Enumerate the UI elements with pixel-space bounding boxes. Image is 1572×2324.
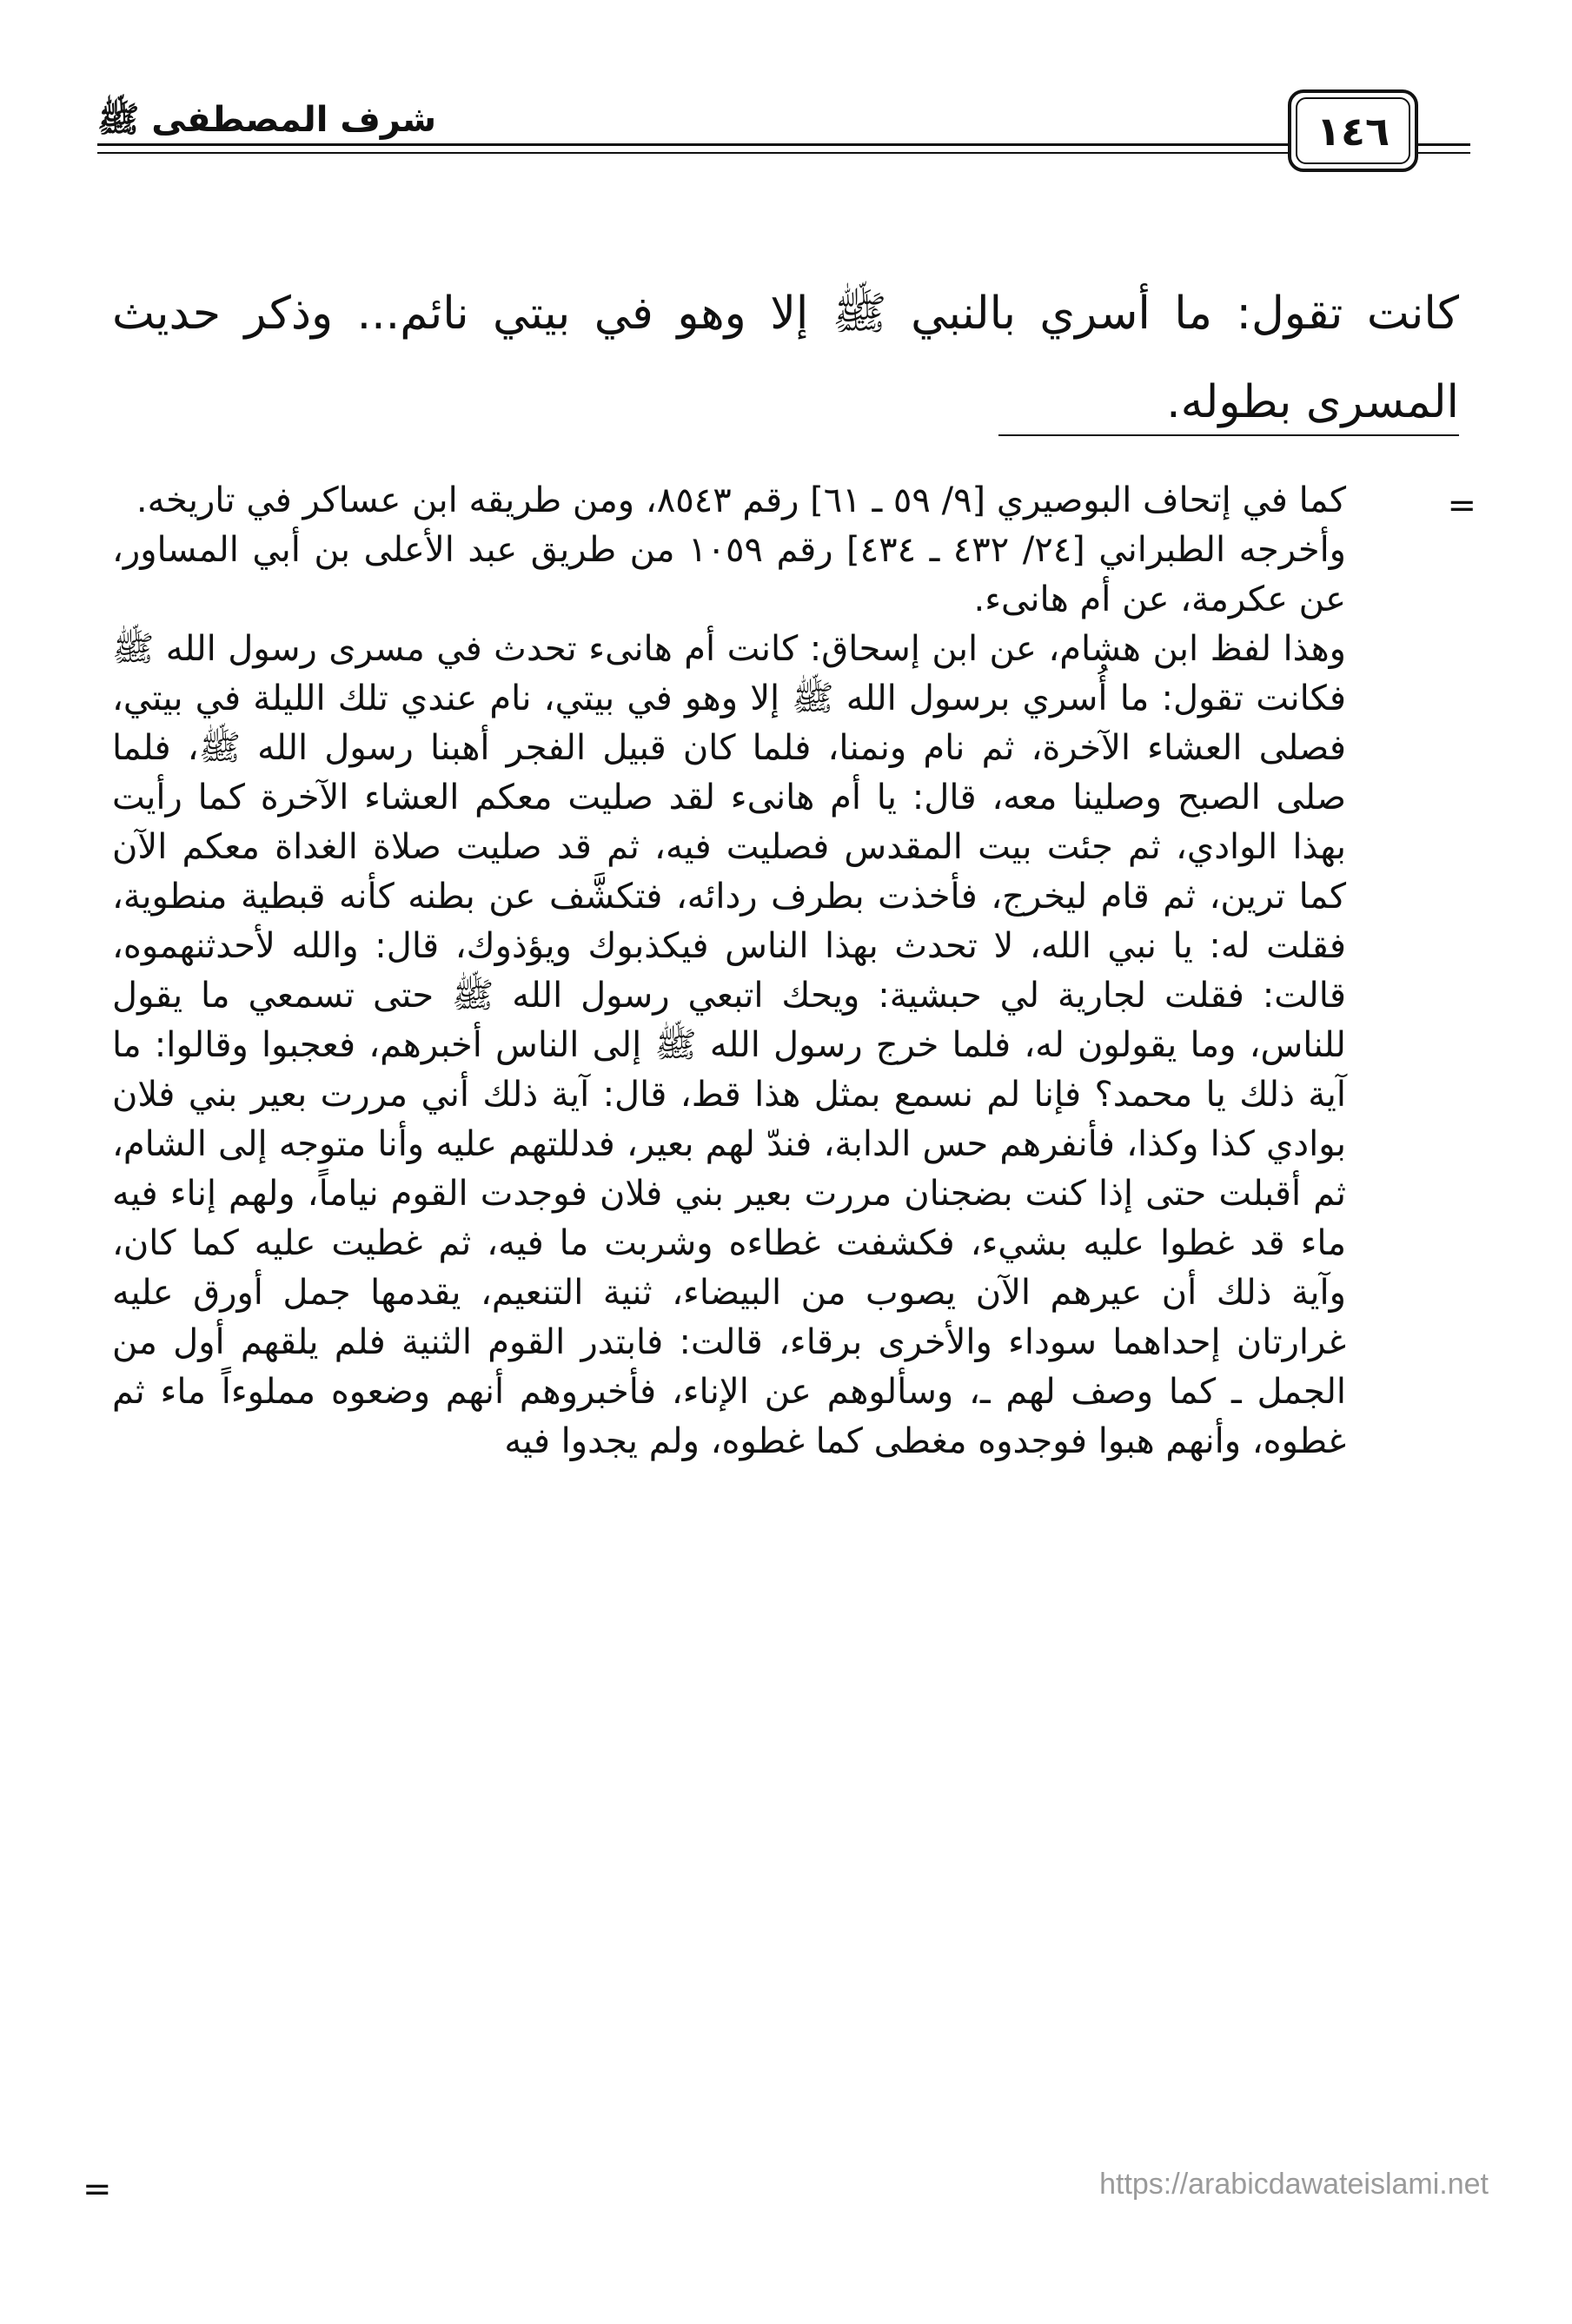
watermark-url: https://arabicdawateislami.net (1099, 2168, 1489, 2201)
page-number-frame (1288, 89, 1418, 172)
running-title: شرف المصطفى ﷺ (97, 100, 437, 140)
header-rule (1418, 152, 1470, 154)
footnote-paragraph: وأخرجه الطبراني [٢٤/ ٤٣٢ ـ ٤٣٤] رقم ١٠٥٩ من طريق عبد الأعلى بن أبي المساور، عن عكرمة، عن أم هانىء. (112, 530, 1346, 619)
header-rule (1418, 143, 1470, 146)
footnote-paragraph: كما في إتحاف البوصيري [٩/ ٥٩ ـ ٦١] رقم ٨٥٤٣، ومن طريقه ابن عساكر في تاريخه. (136, 480, 1346, 520)
continuation-mark-bottom: = (83, 2169, 112, 2209)
main-paragraph: كانت تقول: ما أسري بالنبي ﷺ إلا وهو في بيتي نائم... وذكر حديث المسرى بطوله. (112, 288, 1459, 428)
footnote-paragraph: وهذا لفظ ابن هشام، عن ابن إسحاق: كانت أم هانىء تحدث في مسرى رسول الله ﷺ فكانت تقول: ما أُسري برسول الله ﷺ إلا وهو في بيتي، نام عندي تلك الليلة في بيتي، فصلى العشاء الآخرة، ثم نام ونمنا، فلما كان قبيل الفجر أهبنا رسول الله ﷺ، فلما صلى الصبح وصلينا معه، قال: يا أم هانىء لقد صليت معكم العشاء الآخرة كما رأيت بهذا الوادي، ثم جئت بيت المقدس فصليت فيه، ثم قد صليت صلاة الغداة معكم الآن كما ترين، ثم قام ليخرج، فأخذت بطرف ردائه، فتكشَّف عن بطنه كأنه قبطية منطوية، فقلت له: يا نبي الله، لا تحدث بهذا الناس فيكذبوك ويؤذوك، قال: والله لأحدثنهموه، قالت: فقلت لجارية لي حبشية: ويحك اتبعي رسول الله ﷺ حتى تسمعي ما يقول للناس، وما يقولون له، فلما خرج رسول الله ﷺ إلى الناس أخبرهم، فعجبوا وقالوا: ما آية ذلك يا محمد؟ فإنا لم نسمع بمثل هذا قط، قال: آية ذلك أني مررت بعير بني فلان بوادي كذا وكذا، فأنفرهم حس الدابة، فندّ لهم بعير، فدللتهم عليه وأنا متوجه إلى الشام، ثم أقبلت حتى إذا كنت بضجنان مررت بعير بني فلان فوجدت القوم نياماً، ولهم إناء فيه ماء قد غطوا عليه بشيء، فكشفت غطاءه وشربت ما فيه، ثم غطيت عليه كما كان، وآية ذلك أن عيرهم الآن يصوب من البيضاء، ثنية التنعيم، يقدمها جمل أورق عليه غرارتان إحداهما سوداء والأخرى برقاء، قالت: فابتدر القوم الثنية فلم يلقهم أول من الجمل ـ كما وصف لهم ـ، وسألوهم عن الإناء، فأخبروهم أنهم وضعوه مملوءاً ماء ثم غطوه، وأنهم هبوا فوجدوه مغطى كما غطوه، ولم يجدوا فيه (112, 629, 1346, 1461)
continuation-mark-top: = (1447, 486, 1476, 526)
footnote-separator (998, 434, 1459, 436)
header-rule (97, 152, 1331, 154)
footnotes (112, 476, 1346, 1467)
page-number: ١٤٦ (1296, 97, 1410, 164)
page-header (97, 83, 1470, 178)
